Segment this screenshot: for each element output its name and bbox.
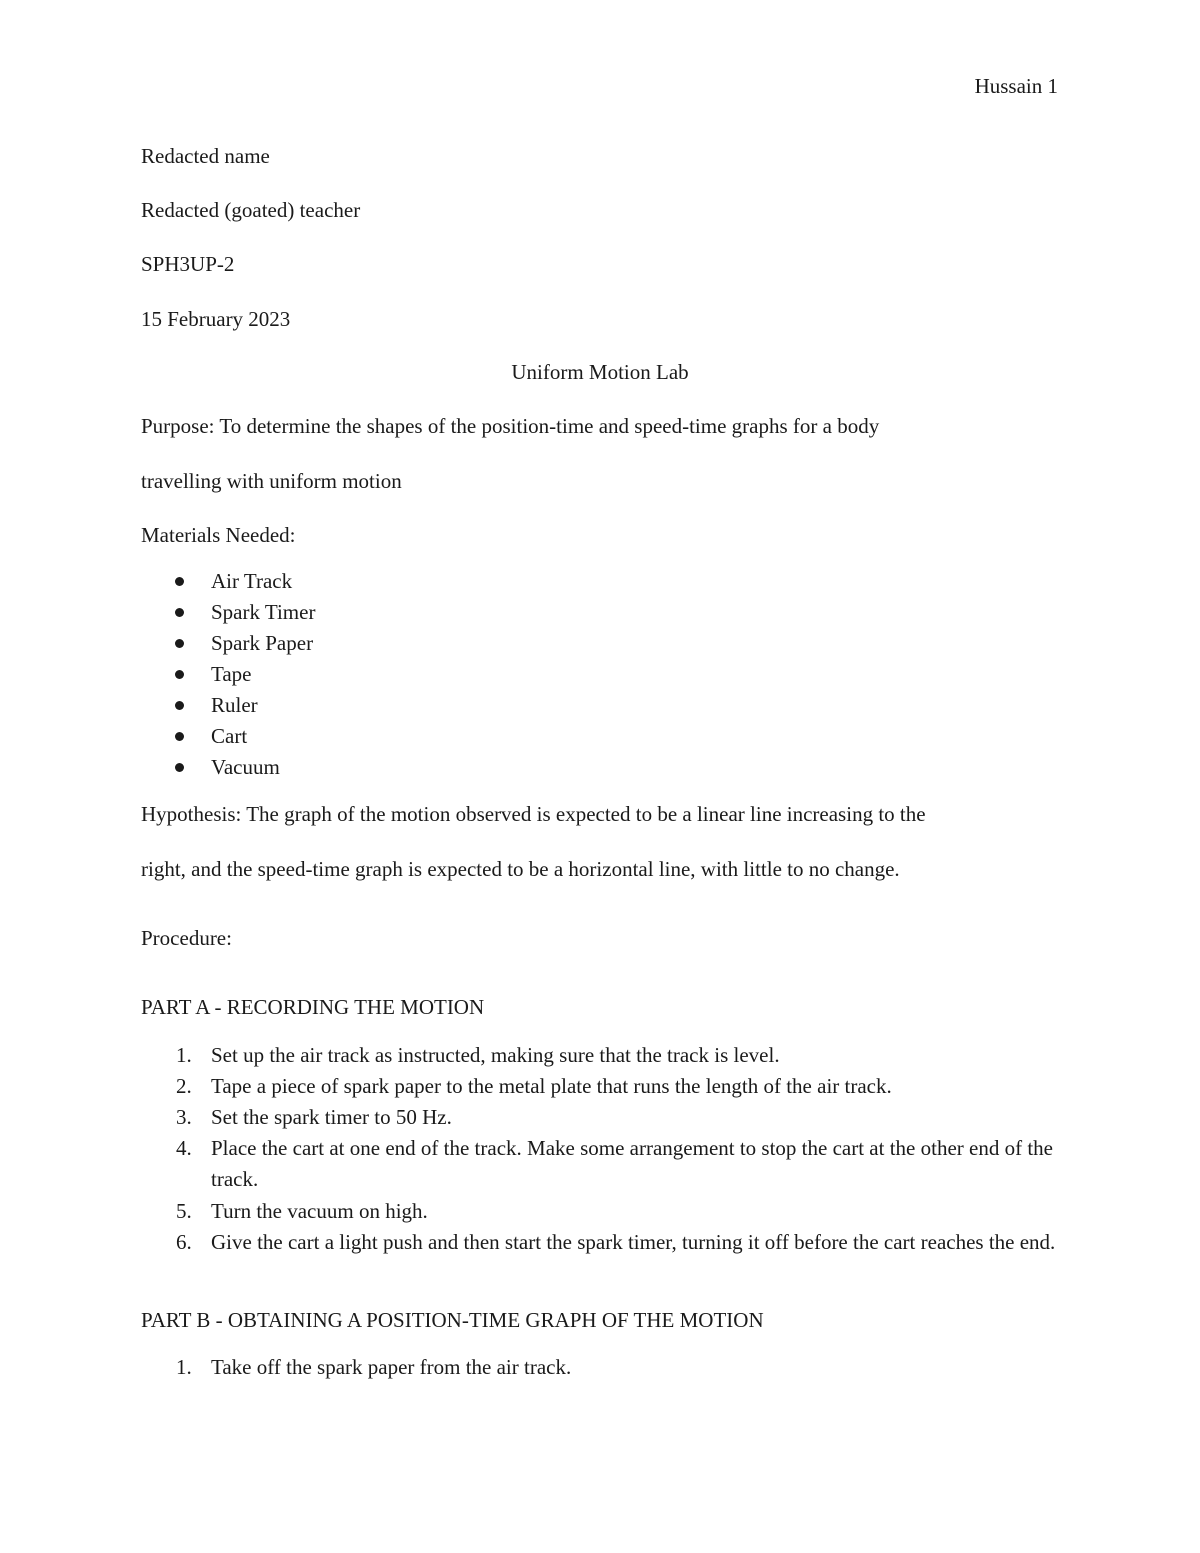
course-code: SPH3UP-2 [141, 252, 235, 276]
procedure-label: Procedure: [141, 926, 232, 950]
student-name: Redacted name [141, 144, 270, 168]
part-a-title: PART A - RECORDING THE MOTION [141, 995, 485, 1019]
part-b-title: PART B - OBTAINING A POSITION-TIME GRAPH OF THE MOTION [141, 1308, 764, 1332]
page-header: Hussain 1 [974, 74, 1058, 98]
document-page: Hussain 1 Redacted name Redacted (goated) teacher SPH3UP-2 15 February 2023 Uniform Motion Lab Purpose: To determine the shapes of the position-time and speed-time graphs for a body travelling with uniform motion Materials Needed: Air Track Spark Timer Spark Paper Tape Ruler Cart Vacuum Hypothesis: The graph of the motion observed is expected to be a linear line increasing to the right, and the speed-time graph is expected to be a horizontal line, with little to no change. Procedure: PART A - RECORDING THE MOTION 1. Set up the air track as instructed, making sure that the track is level. 2. Tape a piece of spark paper to the metal plate that runs the length of the air track. 3. Set the spark timer to 50 Hz. 4. Place the cart at one end of the track. Make some arrangement to stop the cart at the other end of the track. 5. Turn the vacuum on high. 6. Give the cart a light push and then start the spark timer, turning it off before the cart reaches the end. PART B - OBTAINING A POSITION-TIME GRAPH OF THE MOTION 1. Take off the spark paper from the air track. [0, 0, 1200, 1553]
purpose-line-1: Purpose: To determine the shapes of the position-time and speed-time graphs for a body [141, 414, 880, 438]
teacher-name: Redacted (goated) teacher [141, 198, 361, 222]
bullet-icon [175, 701, 184, 710]
hypothesis-line-2: right, and the speed-time graph is expected to be a horizontal line, with little to no change. [141, 857, 900, 881]
bullet-icon [175, 670, 184, 679]
bullet-icon [175, 608, 184, 617]
bullet-icon [175, 763, 184, 772]
document-title: Uniform Motion Lab [511, 360, 689, 384]
materials-label: Materials Needed: [141, 523, 296, 547]
purpose-line-2: travelling with uniform motion [141, 469, 402, 493]
bullet-icon [175, 577, 184, 586]
bullet-icon [175, 639, 184, 648]
bullet-icon [175, 732, 184, 741]
document-date: 15 February 2023 [141, 307, 291, 331]
hypothesis-line-1: Hypothesis: The graph of the motion observed is expected to be a linear line increasing to the [141, 802, 926, 826]
